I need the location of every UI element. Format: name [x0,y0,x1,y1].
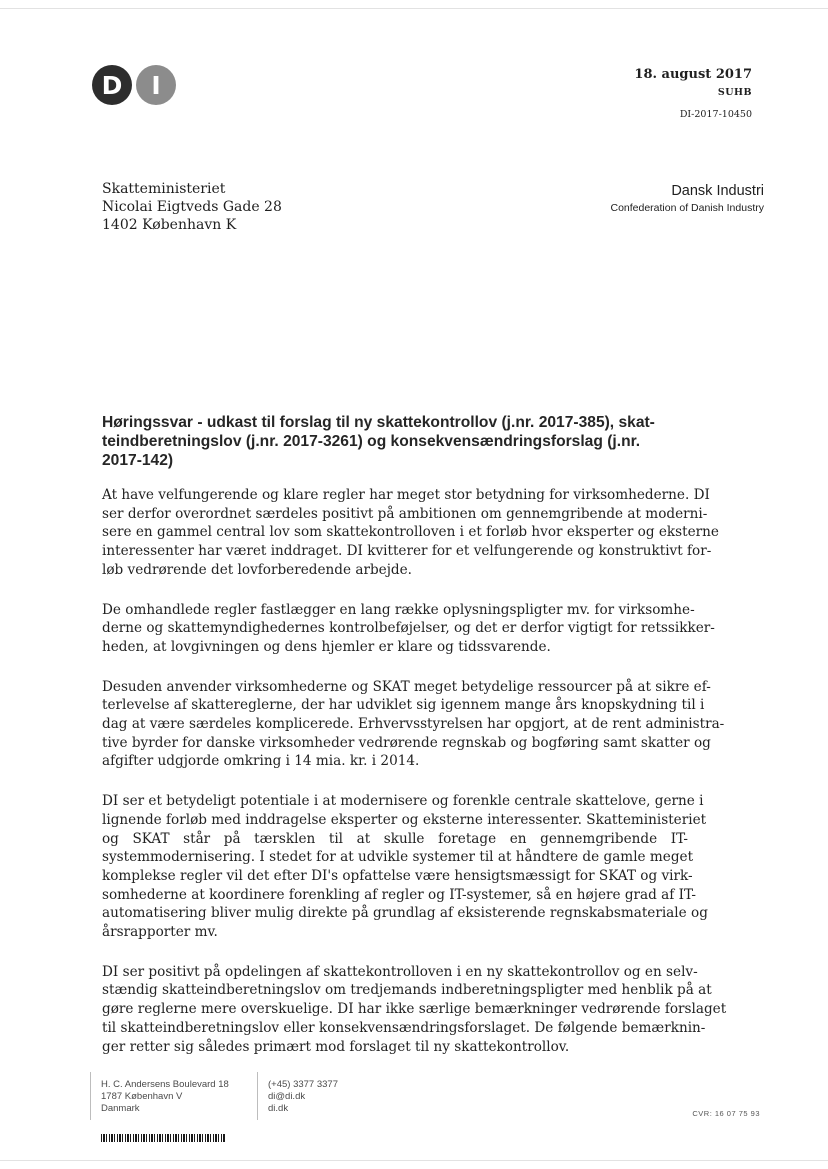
letter-body [102,486,727,1077]
case-reference: DI-2017-10450 [679,109,752,120]
paragraph-line: derne og skattemyndighedernes kontrolbeføjelser, og det er derfor vigtigt for retssikker- [102,620,715,637]
footer-address [101,1079,229,1115]
paragraph-line: automatisering bliver mulig direkte på grundlag af eksisterende regnskabsmateriale og [102,905,708,922]
body-paragraph [102,486,719,580]
footer-country: Danmark [101,1103,140,1114]
recipient-name: Skatteministeriet [102,181,226,197]
author-initials: SUHB [717,87,752,98]
paragraph-line: interessenter har været inddraget. DI kvitterer for et velfungerende og konstruktivt for- [102,543,712,560]
document-barcode [101,1134,225,1142]
bottom-edge-rule [0,1160,828,1161]
paragraph-line: terlevelse af skattereglerne, der har udviklet sig igennem mange års knopskydning til i [102,697,705,714]
paragraph-line: ser derfor overordnet særdeles positivt på ambitionen om gennemgribende at moderni- [102,505,708,522]
footer-divider [90,1072,91,1120]
paragraph-line: komplekse regler vil det efter DI's opfattelse være hensigtsmæssigt for SKAT og virk- [102,867,693,884]
recipient-address [102,180,282,234]
heading-line: 2017-142) [102,452,174,469]
footer-email[interactable]: di@di.dk [268,1091,306,1102]
recipient-city: 1402 København K [102,217,237,233]
paragraph-line: stændig skatteindberetningslov om tredjemands indberetningspligter med henblik på at [102,982,712,999]
body-paragraph [102,601,715,657]
body-paragraph [102,678,725,772]
logo-letter-i: I [136,65,176,105]
paragraph-line: ger retter sig således primært mod forslaget til ny skattekontrollov. [102,1038,570,1055]
footer-city: 1787 København V [101,1091,183,1102]
body-paragraph [102,792,708,942]
paragraph-line: afgifter udgjorde omkring i 14 mia. kr. i 2014. [102,753,420,770]
paragraph-line: systemmodernisering. I stedet for at udvikle systemer til at håndtere de gamle meget [102,849,694,866]
paragraph-line: løb vedrørende det lovforberedende arbejde. [102,561,412,578]
footer-phone: (+45) 3377 3377 [268,1079,338,1090]
body-paragraph [102,963,727,1057]
paragraph-line: At have velfungerende og klare regler har meget stor betydning for virksomhederne. DI [102,487,710,503]
paragraph-line: til skatteindberetningslov eller konsekvensændringsforslaget. De følgende bemærknin- [102,1019,706,1036]
paragraph-line: DI ser et betydeligt potentiale i at modernisere og forenkle centrale skattelove, gerne i [102,793,704,810]
di-logo [92,65,178,105]
heading-line: teindberetningslov (j.nr. 2017-3261) og konsekvensændringsforslag (j.nr. [102,433,641,450]
paragraph-line: DI ser positivt på opdelingen af skattekontrolloven i en ny skattekontrollov og en selv- [102,963,698,980]
paragraph-line: sere en gammel central lov som skattekontrolloven i et forløb hvor eksperter og eksterne [102,524,719,541]
paragraph-line: og SKAT står på tærsklen til at skulle foretage en gennemgribende IT- [102,830,688,847]
paragraph-line: gøre reglerne mere overskuelige. DI har ikke særlige bemærkninger vedrørende forslaget [102,1001,727,1018]
paragraph-line: De omhandlede regler fastlægger en lang række oplysningspligter mv. for virksomhe- [102,601,695,618]
paragraph-line: dag at være særdeles komplicerede. Erhvervsstyrelsen har opgjort, at de rent administra- [102,716,725,733]
paragraph-line: Desuden anvender virksomhederne og SKAT meget betydelige ressourcer på at sikre ef- [102,678,711,695]
sender-name: Dansk Industri [671,183,764,199]
letter-meta [634,66,752,122]
logo-letter-d: D [92,65,132,105]
footer-cvr: CVR: 16 07 75 93 [692,1109,760,1118]
paragraph-line: somhederne at koordinere forenkling af regler og IT-systemer, så en højere grad af IT- [102,886,696,903]
top-edge-rule [0,8,828,9]
paragraph-line: tive byrder for danske virksomheder vedrørende regnskab og bogføring samt skatter og [102,734,711,751]
sender-block [610,182,764,216]
letter-date: 18. august 2017 [634,67,752,82]
heading-line: Høringssvar - udkast til forslag til ny skattekontrollov (j.nr. 2017-385), skat- [102,414,655,431]
letter-heading [102,413,692,470]
paragraph-line: årsrapporter mv. [102,924,218,941]
recipient-street: Nicolai Eigtveds Gade 28 [102,199,282,215]
footer-website[interactable]: di.dk [268,1103,289,1114]
footer-contact [268,1079,338,1115]
footer-divider [257,1072,258,1120]
footer-street: H. C. Andersens Boulevard 18 [101,1079,229,1090]
paragraph-line: heden, at lovgivningen og dens hjemler er klare og tidssvarende. [102,638,551,655]
paragraph-line: lignende forløb med inddragelse eksperter og eksterne interessenter. Skatteministeriet [102,811,707,828]
sender-subtitle: Confederation of Danish Industry [610,202,764,214]
